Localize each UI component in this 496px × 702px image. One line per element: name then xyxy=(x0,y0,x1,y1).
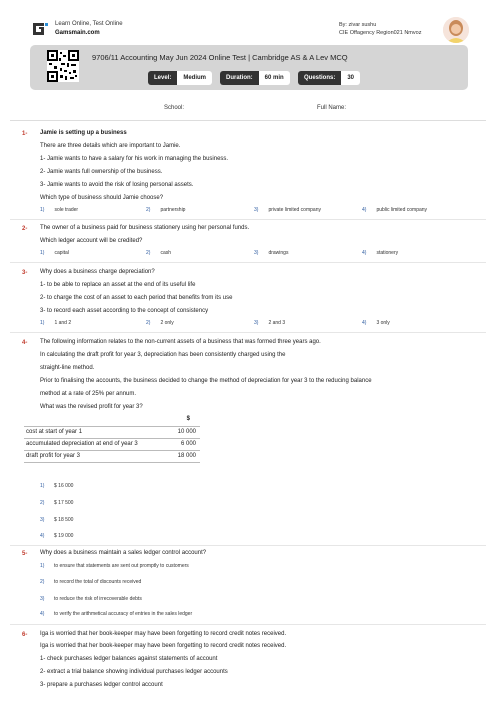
question-text: In calculating the draft profit for year 3, depreciation has been consistently charged using the xyxy=(40,352,286,358)
qr-code-icon[interactable] xyxy=(47,50,79,82)
table-header-currency: $ xyxy=(186,416,190,422)
level-badge xyxy=(148,71,212,85)
question-number: 6- xyxy=(22,632,28,638)
questions-label: Questions: xyxy=(298,71,341,85)
question-text: 1- check purchases ledger balances against statements of account xyxy=(40,656,218,662)
question-text: There are three details which are important to Jamie. xyxy=(40,143,181,149)
table-cell-label: cost at start of year 1 xyxy=(26,429,83,435)
question-text: 2- to charge the cost of an asset to each period that benefits from its use xyxy=(40,295,233,301)
answer-option[interactable]: 1) sole trader xyxy=(40,207,79,213)
table-header xyxy=(24,412,200,427)
question-text: Why does a business maintain a sales ledger control account? xyxy=(40,550,207,556)
question-text: 1- to be able to replace an asset at the end of its useful life xyxy=(40,282,196,288)
question-divider xyxy=(10,332,486,333)
question-divider xyxy=(10,219,486,220)
test-banner xyxy=(30,45,468,90)
answer-option[interactable]: 1) 1 and 2 xyxy=(40,320,72,326)
author-info xyxy=(339,21,421,37)
questions-badge xyxy=(298,71,360,85)
question-text: 1- Jamie wants to have a salary for his work in managing the business. xyxy=(40,156,229,162)
school-field[interactable]: School: xyxy=(164,105,185,111)
question-text: straight-line method. xyxy=(40,365,95,371)
question-divider xyxy=(10,624,486,625)
question-text: method at a rate of 25% per annum. xyxy=(40,391,137,397)
answer-option[interactable]: 3) 2 and 3 xyxy=(254,320,286,326)
question-text: 3- Jamie wants to avoid the risk of losing personal assets. xyxy=(40,182,194,188)
author-name: By: zivar sushu xyxy=(339,22,377,28)
question-text: Jamie is setting up a business xyxy=(40,130,127,136)
duration-badge xyxy=(220,71,290,85)
answer-option[interactable]: 2) 2 only xyxy=(146,320,174,326)
answer-option[interactable]: 2) partnership xyxy=(146,207,186,213)
question-text: What was the revised profit for year 3? xyxy=(40,404,143,410)
table-cell-value: 18 000 xyxy=(177,453,196,459)
table-cell-label: accumulated depreciation at end of year 3 xyxy=(26,441,138,447)
avatar xyxy=(443,17,469,43)
answer-option[interactable]: 3) private limited company xyxy=(254,207,321,213)
question-divider xyxy=(10,262,486,263)
question-number: 2- xyxy=(22,226,28,232)
question-text: The following information relates to the non-current assets of a business that was formed three years ago. xyxy=(40,339,321,345)
fullname-field[interactable]: Full Name: xyxy=(317,105,347,111)
table-cell-label: draft profit for year 3 xyxy=(26,453,81,459)
data-table xyxy=(24,412,200,463)
answer-option[interactable]: 4) public limited company xyxy=(362,207,428,213)
question-number: 4- xyxy=(22,340,28,346)
author-role: CIE Offagency Region021 Nmvoz xyxy=(339,30,422,36)
question-number: 5- xyxy=(22,551,28,557)
brand-logo[interactable] xyxy=(30,20,123,38)
table-row xyxy=(24,439,200,451)
question-text: 2- Jamie wants full ownership of the business. xyxy=(40,169,163,175)
question-text: 3- to record each asset according to the concept of consistency xyxy=(40,308,209,314)
answer-option[interactable]: 3) drawings xyxy=(254,250,289,256)
divider xyxy=(10,120,486,121)
question-divider xyxy=(10,545,486,546)
level-label: Level: xyxy=(148,71,177,85)
question-text: Which type of business should Jamie choose? xyxy=(40,195,164,201)
answer-option[interactable]: 1) to ensure that statements are sent out promptly to customers xyxy=(40,563,189,569)
question-text: Iga is worried that her book-keeper may have been forgetting to record credit notes received. xyxy=(40,643,287,649)
table-row xyxy=(24,451,200,463)
question-text: Iga is worried that her book-keeper may have been forgetting to record credit notes received. xyxy=(40,631,287,637)
duration-value: 60 min xyxy=(259,71,290,85)
answer-option[interactable]: 3) $ 18 500 xyxy=(40,517,74,523)
brand-site: Gamsmain.com xyxy=(55,30,100,36)
answer-option[interactable]: 4) to verify the arithmetical accuracy of entries in the sales ledger xyxy=(40,611,193,617)
answer-option[interactable]: 1) $ 16 000 xyxy=(40,483,74,489)
duration-label: Duration: xyxy=(220,71,259,85)
questions-value: 30 xyxy=(341,71,360,85)
question-text: Prior to finalising the accounts, the business decided to change the method of depreciation for year 3 to the reducing balance xyxy=(40,378,372,384)
question-text: 2- extract a trial balance showing individual purchases ledger accounts xyxy=(40,669,228,675)
answer-option[interactable]: 2) cash xyxy=(146,250,172,256)
test-title: 9706/11 Accounting May Jun 2024 Online Test | Cambridge AS & A Lev MCQ xyxy=(92,53,348,62)
question-number: 1- xyxy=(22,131,28,137)
question-text: 3- prepare a purchases ledger control account xyxy=(40,682,163,688)
table-cell-value: 10 000 xyxy=(177,429,196,435)
question-text: The owner of a business paid for business stationery using her personal funds. xyxy=(40,225,250,231)
table-cell-value: 6 000 xyxy=(180,441,196,447)
answer-option[interactable]: 3) to reduce the risk of irrecoverable debts xyxy=(40,596,142,602)
answer-option[interactable]: 2) $ 17 500 xyxy=(40,500,74,506)
brand-tagline: Learn Online, Test Online xyxy=(55,21,123,27)
brand-logo-icon xyxy=(30,21,50,37)
answer-option[interactable]: 4) $ 19 000 xyxy=(40,533,74,539)
answer-option[interactable]: 2) to record the total of discounts received xyxy=(40,579,142,585)
table-row xyxy=(24,427,200,439)
level-value: Medium xyxy=(177,71,212,85)
question-text: Which ledger account will be credited? xyxy=(40,238,143,244)
answer-option[interactable]: 1) capital xyxy=(40,250,69,256)
answer-option[interactable]: 4) 3 only xyxy=(362,320,390,326)
question-number: 3- xyxy=(22,270,28,276)
answer-option[interactable]: 4) stationery xyxy=(362,250,399,256)
question-text: Why does a business charge depreciation? xyxy=(40,269,155,275)
